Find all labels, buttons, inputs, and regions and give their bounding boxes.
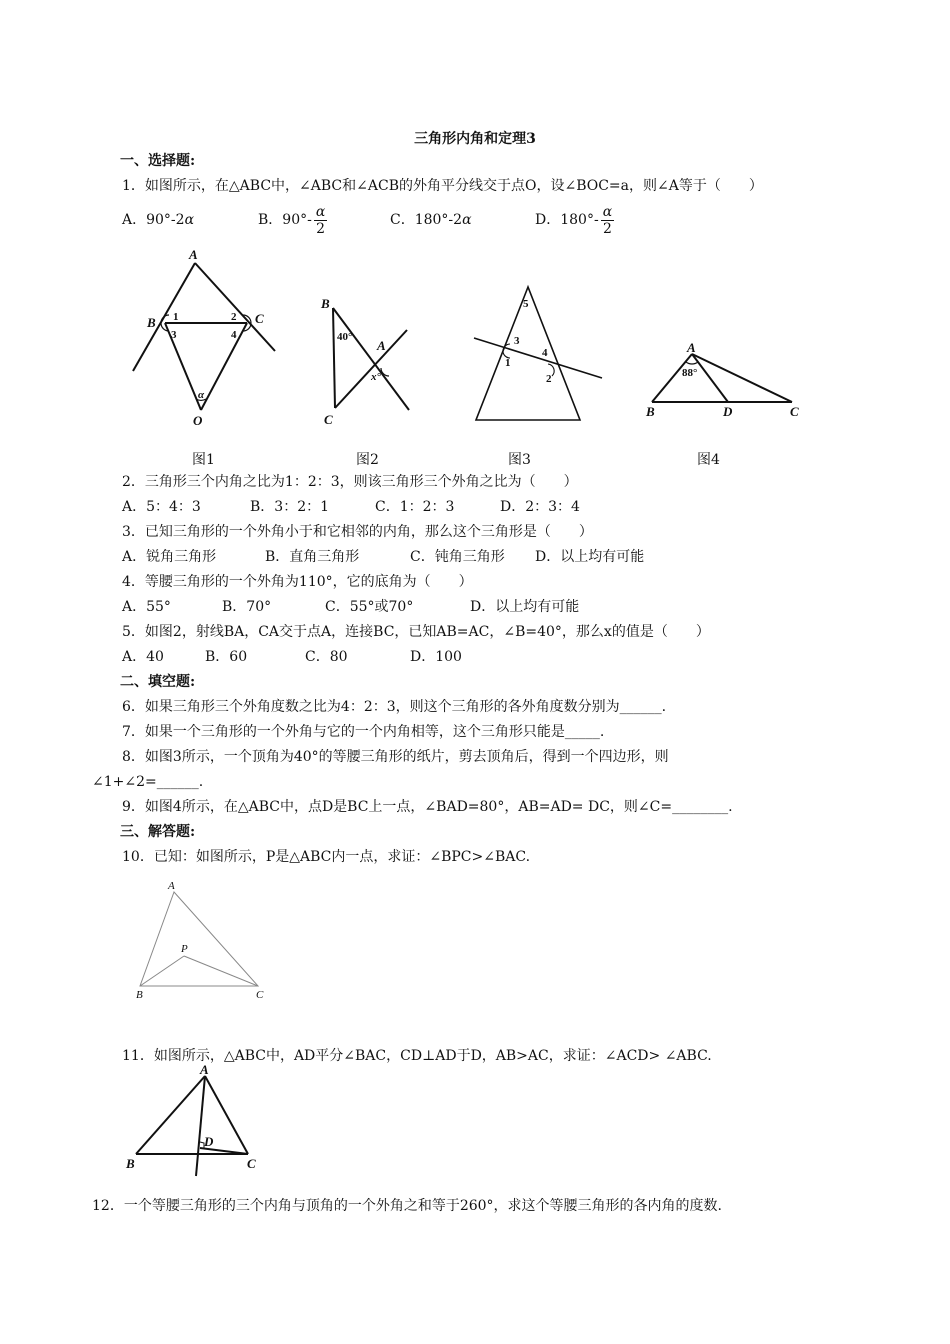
fig2-label-b: B [321,296,330,311]
q3-option-b: B．直角三角形 [265,549,360,565]
question-1-option-a [122,202,194,242]
q2-option-d: D．2：3：4 [500,499,580,515]
figure-3-caption: 图3 [508,452,531,468]
fraction-numerator: α [602,203,613,220]
question-3: 3．已知三角形的一个外角小于和它相邻的内角，那么这个三角形是（ ） [122,524,593,540]
fig10-triangle [140,892,258,986]
fraction-alpha-over-2 [314,204,327,237]
fig11-label-a: A [200,1062,209,1077]
q2-option-c: C．1：2：3 [375,499,455,515]
fig10-label-c: C [256,989,264,1001]
fig3-label-1: 1 [505,357,511,369]
fig2-label-40: 40° [337,331,353,343]
fig11-line-ad [196,1076,205,1176]
q3-option-c: C．钝角三角形 [410,549,505,565]
q1-option-c-prefix: C．180°-2 [390,212,463,228]
figure-2-caption: 图2 [356,452,379,468]
fig4-label-a: A [687,340,696,355]
q4-option-b: B．70° [222,599,272,615]
figure-4-caption: 图4 [697,452,720,468]
fig10-label-b: B [136,989,143,1001]
fig11-label-b: B [126,1156,135,1171]
question-10: 10．已知：如图所示，P是△ABC内一点，求证：∠BPC>∠BAC. [122,849,531,865]
question-4: 4．等腰三角形的一个外角为110°，它的底角为（ ） [122,574,473,590]
question-1-option-c [390,202,472,242]
fig1-label-2: 2 [231,311,237,323]
figure-3 [470,282,610,427]
fig4-label-b: B [646,404,655,419]
figure-11 [120,1062,270,1182]
fig2-line-ba [333,308,409,410]
q5-option-c: C．80 [305,649,348,665]
alpha-symbol: α [462,212,472,228]
section-choice: 一、选择题: [120,153,196,169]
fig3-label-4: 4 [542,347,548,359]
fig3-label-5: 5 [523,298,529,310]
question-8-line-1: 8．如图3所示，一个顶角为40°的等腰三角形的纸片，剪去顶角后，得到一个四边形，则 [122,749,669,765]
fig4-label-c: C [790,404,799,419]
page-title: 三角形内角和定理3 [414,131,536,147]
q4-option-d: D．以上均有可能 [470,599,580,615]
q1-option-a-prefix: A．90°-2 [122,212,185,228]
question-1: 1．如图所示，在△ABC中，∠ABC和∠ACB的外角平分线交于点O，设∠BOC=a，则∠A等于（ ） [122,178,763,194]
fig1-label-b: B [147,315,156,330]
fig1-line-co [201,323,247,410]
q1-option-b-prefix: B．90°- [258,212,312,228]
section-answer: 三、解答题: [120,824,196,840]
q4-option-a: A．55° [122,599,171,615]
fig4-label-88: 88° [682,367,698,379]
q2-option-b: B．3：2：1 [250,499,330,515]
fig1-label-4: 4 [231,329,237,341]
fig1-label-3: 3 [171,329,177,341]
fig1-label-c: C [255,311,264,326]
q5-option-b: B．60 [205,649,248,665]
fig3-label-3: 3 [514,335,520,347]
question-9: 9．如图4所示，在△ABC中，点D是BC上一点，∠BAD=80°，AB=AD= DC，则∠C=________. [122,799,733,815]
fig11-line-ab [136,1076,205,1154]
fig1-label-o: O [193,413,203,428]
question-8-line-2: ∠1+∠2=______. [92,774,204,790]
section-fill: 二、填空题: [120,674,196,690]
q5-option-d: D．100 [410,649,462,665]
question-11: 11．如图所示，△ABC中，AD平分∠BAC，CD⊥AD于D，AB>AC，求证：∠ACD> ∠ABC. [122,1048,712,1064]
fig10-line-pc [184,956,258,986]
fig3-cut-line [474,338,602,378]
q1-option-d-prefix: D．180°- [535,212,599,228]
q5-option-a: A．40 [122,649,164,665]
q3-option-d: D．以上均有可能 [535,549,645,565]
fig2-label-a: A [377,338,386,353]
fig3-label-2: 2 [546,373,552,385]
question-2: 2．三角形三个内角之比为1：2：3，则该三角形三个外角之比为（ ） [122,474,578,490]
fig10-label-p: P [181,943,188,955]
question-1-option-d [535,202,616,242]
alpha-symbol: α [184,212,195,228]
q3-option-a: A．锐角三角形 [122,549,217,565]
fig2-line-bc [333,308,335,408]
question-1-option-b [258,202,329,242]
fig2-label-x: x° [371,371,381,383]
fig1-label-1: 1 [173,311,179,323]
fig1-label-a: A [189,247,198,262]
fraction-denominator: 2 [602,220,612,237]
fig4-label-d: D [723,404,733,419]
q2-option-a: A．5：4：3 [122,499,201,515]
question-7: 7．如果一个三角形的一个外角与它的一个内角相等，这个三角形只能是_____. [122,724,605,740]
fig11-label-c: C [247,1156,256,1171]
question-5: 5．如图2，射线BA，CA交于点A，连接BC，已知AB=AC，∠B=40°，那么x的值是（ ） [122,624,710,640]
figure-4 [640,338,810,423]
fig1-label-alpha: α [198,389,205,401]
fig11-label-d: D [204,1134,214,1149]
question-6: 6．如果三角形三个外角度数之比为4：2：3，则这个三角形的各外角度数分别为______. [122,699,667,715]
fig10-label-a: A [168,880,175,892]
fig4-arc-a [686,362,698,364]
fig4-line-ac [692,354,792,402]
figure-1 [125,245,285,430]
fig2-label-c: C [324,412,333,427]
figure-2 [315,290,415,430]
fraction-numerator: α [315,203,326,220]
fraction-alpha-over-2 [601,204,614,237]
fraction-denominator: 2 [316,220,326,237]
figure-1-caption: 图1 [192,452,215,468]
fig10-line-bp [140,956,184,986]
figure-10 [128,876,278,1004]
q4-option-c: C．55°或70° [325,599,414,615]
question-12: 12．一个等腰三角形的三个内角与顶角的一个外角之和等于260°，求这个等腰三角形的各内角的度数. [92,1198,722,1214]
